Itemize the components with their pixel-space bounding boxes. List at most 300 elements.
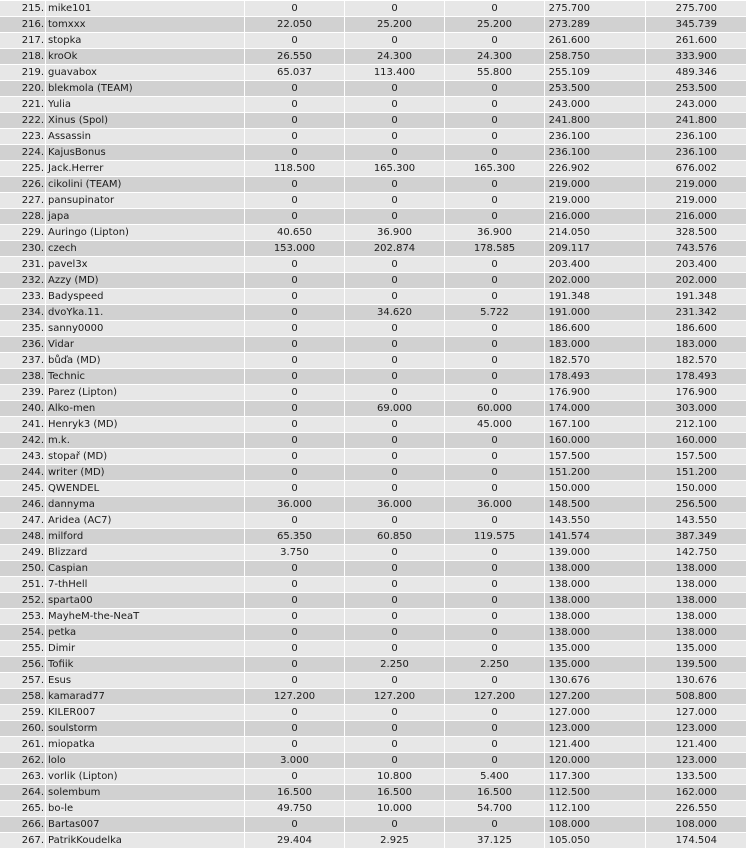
total-cell: 138.000	[675, 579, 717, 590]
value-2-cell: 0	[345, 417, 445, 432]
value-1-cell: 0	[245, 369, 345, 384]
value-1-cell: 0	[245, 481, 345, 496]
value-1-cell: 0	[245, 33, 345, 48]
table-row	[0, 449, 746, 465]
value-1-cell: 0	[245, 321, 345, 336]
table-row	[0, 417, 746, 433]
value-3-cell: 0	[445, 433, 545, 448]
rank-cell: 248.	[0, 529, 46, 544]
value-4-cell: 130.676	[545, 673, 646, 688]
value-2-cell: 25.200	[345, 17, 445, 32]
rank-cell: 261.	[0, 737, 46, 752]
player-name-cell: cikolini (TEAM)	[46, 177, 245, 192]
table-row	[0, 129, 746, 145]
value-1-cell: 65.037	[245, 65, 345, 80]
total-cell: 676.002	[675, 163, 717, 174]
value-2-cell: 0	[345, 97, 445, 112]
player-name-cell: Vidar	[46, 337, 245, 352]
rank-cell: 219.	[0, 65, 46, 80]
table-row	[0, 353, 746, 369]
value-4-cell: 143.550	[545, 513, 646, 528]
value-2-cell: 60.850	[345, 529, 445, 544]
value-3-cell: 0	[445, 113, 545, 128]
table-row	[0, 385, 746, 401]
player-name-cell: pavel3x	[46, 257, 245, 272]
value-2-cell: 69.000	[345, 401, 445, 416]
player-name-cell: solembum	[46, 785, 245, 800]
value-1-cell: 0	[245, 705, 345, 720]
table-row	[0, 161, 746, 177]
value-1-cell: 26.550	[245, 49, 345, 64]
value-4-cell: 191.348	[545, 289, 646, 304]
player-name-cell: Bartas007	[46, 817, 245, 832]
rank-cell: 218.	[0, 49, 46, 64]
rank-cell: 224.	[0, 145, 46, 160]
value-1-cell: 0	[245, 385, 345, 400]
player-name-cell: Assassin	[46, 129, 245, 144]
value-1-cell: 0	[245, 561, 345, 576]
total-cell: 303.000	[675, 403, 717, 414]
value-3-cell: 5.722	[445, 305, 545, 320]
player-name-cell: czech	[46, 241, 245, 256]
total-cell: 253.500	[675, 83, 717, 94]
rank-cell: 242.	[0, 433, 46, 448]
value-2-cell: 0	[345, 721, 445, 736]
value-2-cell: 36.000	[345, 497, 445, 512]
table-row	[0, 257, 746, 273]
player-name-cell: lolo	[46, 753, 245, 768]
rank-cell: 247.	[0, 513, 46, 528]
value-3-cell: 0	[445, 817, 545, 832]
value-3-cell: 0	[445, 353, 545, 368]
value-4-cell: 120.000	[545, 753, 646, 768]
value-1-cell: 0	[245, 449, 345, 464]
value-2-cell: 165.300	[345, 161, 445, 176]
player-name-cell: sparta00	[46, 593, 245, 608]
value-1-cell: 0	[245, 513, 345, 528]
value-3-cell: 0	[445, 481, 545, 496]
player-name-cell: m.k.	[46, 433, 245, 448]
value-2-cell: 24.300	[345, 49, 445, 64]
total-cell: 236.100	[675, 131, 717, 142]
rank-cell: 252.	[0, 593, 46, 608]
value-3-cell: 0	[445, 673, 545, 688]
rank-cell: 221.	[0, 97, 46, 112]
value-1-cell: 0	[245, 81, 345, 96]
value-2-cell: 0	[345, 481, 445, 496]
total-cell: 130.676	[675, 675, 717, 686]
player-name-cell: bůďa (MD)	[46, 353, 245, 368]
rank-cell: 250.	[0, 561, 46, 576]
value-4-cell: 226.902	[545, 161, 646, 176]
value-1-cell: 0	[245, 577, 345, 592]
table-row	[0, 545, 746, 561]
player-name-cell: Parez (Lipton)	[46, 385, 245, 400]
value-2-cell: 0	[345, 353, 445, 368]
player-name-cell: Xinus (Spol)	[46, 113, 245, 128]
table-row	[0, 273, 746, 289]
value-3-cell: 0	[445, 609, 545, 624]
value-3-cell: 37.125	[445, 833, 545, 848]
value-3-cell: 0	[445, 193, 545, 208]
value-4-cell: 236.100	[545, 129, 646, 144]
value-1-cell: 153.000	[245, 241, 345, 256]
player-name-cell: kroOk	[46, 49, 245, 64]
player-name-cell: pansupinator	[46, 193, 245, 208]
value-1-cell: 0	[245, 97, 345, 112]
table-row	[0, 529, 746, 545]
table-row	[0, 481, 746, 497]
value-4-cell: 202.000	[545, 273, 646, 288]
value-1-cell: 36.000	[245, 497, 345, 512]
rank-cell: 228.	[0, 209, 46, 224]
player-name-cell: soulstorm	[46, 721, 245, 736]
rank-cell: 233.	[0, 289, 46, 304]
value-2-cell: 0	[345, 273, 445, 288]
value-1-cell: 0	[245, 257, 345, 272]
value-2-cell: 0	[345, 513, 445, 528]
value-3-cell: 5.400	[445, 769, 545, 784]
value-3-cell: 0	[445, 561, 545, 576]
value-3-cell: 0	[445, 705, 545, 720]
value-2-cell: 0	[345, 33, 445, 48]
total-cell: 157.500	[675, 451, 717, 462]
value-3-cell: 119.575	[445, 529, 545, 544]
total-cell: 123.000	[675, 755, 717, 766]
value-4-cell: 150.000	[545, 481, 646, 496]
value-1-cell: 3.000	[245, 753, 345, 768]
total-cell: 743.576	[675, 243, 717, 254]
value-1-cell: 0	[245, 193, 345, 208]
value-4-cell: 176.900	[545, 385, 646, 400]
rank-cell: 215.	[0, 1, 46, 16]
value-4-cell: 157.500	[545, 449, 646, 464]
table-row	[0, 561, 746, 577]
value-3-cell: 165.300	[445, 161, 545, 176]
value-4-cell: 112.100	[545, 801, 646, 816]
value-2-cell: 0	[345, 609, 445, 624]
value-3-cell: 36.900	[445, 225, 545, 240]
value-2-cell: 0	[345, 545, 445, 560]
value-4-cell: 105.050	[545, 833, 646, 848]
rank-cell: 230.	[0, 241, 46, 256]
rank-cell: 232.	[0, 273, 46, 288]
value-4-cell: 127.200	[545, 689, 646, 704]
value-1-cell: 0	[245, 289, 345, 304]
value-3-cell: 178.585	[445, 241, 545, 256]
table-row	[0, 721, 746, 737]
value-4-cell: 216.000	[545, 209, 646, 224]
value-1-cell: 0	[245, 305, 345, 320]
total-cell: 133.500	[675, 771, 717, 782]
value-2-cell: 0	[345, 193, 445, 208]
rank-cell: 264.	[0, 785, 46, 800]
total-cell: 178.493	[675, 371, 717, 382]
rank-cell: 265.	[0, 801, 46, 816]
value-3-cell: 0	[445, 337, 545, 352]
value-3-cell: 0	[445, 753, 545, 768]
rank-cell: 253.	[0, 609, 46, 624]
value-3-cell: 0	[445, 1, 545, 16]
value-2-cell: 0	[345, 737, 445, 752]
player-name-cell: Caspian	[46, 561, 245, 576]
player-name-cell: sanny0000	[46, 321, 245, 336]
value-4-cell: 123.000	[545, 721, 646, 736]
rank-cell: 223.	[0, 129, 46, 144]
value-4-cell: 261.600	[545, 33, 646, 48]
value-4-cell: 214.050	[545, 225, 646, 240]
player-name-cell: KILER007	[46, 705, 245, 720]
value-1-cell: 0	[245, 273, 345, 288]
table-row	[0, 17, 746, 33]
total-cell: 243.000	[675, 99, 717, 110]
value-1-cell: 118.500	[245, 161, 345, 176]
player-name-cell: Dimir	[46, 641, 245, 656]
total-cell: 162.000	[675, 787, 717, 798]
value-4-cell: 167.100	[545, 417, 646, 432]
value-1-cell: 0	[245, 209, 345, 224]
player-name-cell: petka	[46, 625, 245, 640]
player-name-cell: writer (MD)	[46, 465, 245, 480]
player-name-cell: KajusBonus	[46, 145, 245, 160]
value-4-cell: 138.000	[545, 561, 646, 576]
table-row	[0, 769, 746, 785]
value-3-cell: 0	[445, 449, 545, 464]
table-row	[0, 193, 746, 209]
value-4-cell: 160.000	[545, 433, 646, 448]
value-2-cell: 0	[345, 177, 445, 192]
player-name-cell: bo-le	[46, 801, 245, 816]
value-4-cell: 209.117	[545, 241, 646, 256]
value-1-cell: 0	[245, 401, 345, 416]
total-cell: 219.000	[675, 195, 717, 206]
rank-cell: 249.	[0, 545, 46, 560]
value-1-cell: 0	[245, 737, 345, 752]
table-row	[0, 641, 746, 657]
table-row	[0, 241, 746, 257]
value-3-cell: 16.500	[445, 785, 545, 800]
value-2-cell: 0	[345, 753, 445, 768]
value-2-cell: 0	[345, 433, 445, 448]
player-name-cell: Auringo (Lipton)	[46, 225, 245, 240]
value-4-cell: 127.000	[545, 705, 646, 720]
table-row	[0, 337, 746, 353]
value-1-cell: 49.750	[245, 801, 345, 816]
rank-cell: 260.	[0, 721, 46, 736]
value-2-cell: 0	[345, 577, 445, 592]
table-row	[0, 673, 746, 689]
value-2-cell: 0	[345, 465, 445, 480]
total-cell: 182.570	[675, 355, 717, 366]
table-row	[0, 593, 746, 609]
value-2-cell: 202.874	[345, 241, 445, 256]
total-cell: 219.000	[675, 179, 717, 190]
rank-cell: 222.	[0, 113, 46, 128]
table-row	[0, 289, 746, 305]
player-name-cell: stopař (MD)	[46, 449, 245, 464]
value-3-cell: 0	[445, 145, 545, 160]
rank-cell: 255.	[0, 641, 46, 656]
value-1-cell: 127.200	[245, 689, 345, 704]
player-name-cell: PatrikKoudelka	[46, 833, 245, 848]
value-4-cell: 275.700	[545, 1, 646, 16]
value-1-cell: 0	[245, 817, 345, 832]
table-row	[0, 833, 746, 849]
player-name-cell: Azzy (MD)	[46, 273, 245, 288]
value-2-cell: 0	[345, 337, 445, 352]
value-1-cell: 0	[245, 337, 345, 352]
value-2-cell: 113.400	[345, 65, 445, 80]
value-2-cell: 0	[345, 625, 445, 640]
total-cell: 216.000	[675, 211, 717, 222]
value-1-cell: 0	[245, 353, 345, 368]
total-cell: 212.100	[675, 419, 717, 430]
table-row	[0, 145, 746, 161]
rank-cell: 251.	[0, 577, 46, 592]
value-1-cell: 0	[245, 721, 345, 736]
player-name-cell: Esus	[46, 673, 245, 688]
rank-cell: 239.	[0, 385, 46, 400]
rank-cell: 256.	[0, 657, 46, 672]
value-3-cell: 0	[445, 737, 545, 752]
value-3-cell: 36.000	[445, 497, 545, 512]
player-name-cell: mike101	[46, 1, 245, 16]
table-row	[0, 113, 746, 129]
rank-cell: 245.	[0, 481, 46, 496]
value-1-cell: 0	[245, 641, 345, 656]
value-4-cell: 151.200	[545, 465, 646, 480]
total-cell: 345.739	[675, 19, 717, 30]
value-3-cell: 0	[445, 641, 545, 656]
value-3-cell: 25.200	[445, 17, 545, 32]
total-cell: 142.750	[675, 547, 717, 558]
player-name-cell: Blizzard	[46, 545, 245, 560]
value-3-cell: 0	[445, 177, 545, 192]
value-3-cell: 55.800	[445, 65, 545, 80]
value-4-cell: 138.000	[545, 593, 646, 608]
player-name-cell: japa	[46, 209, 245, 224]
total-cell: 333.900	[675, 51, 717, 62]
value-3-cell: 45.000	[445, 417, 545, 432]
value-4-cell: 203.400	[545, 257, 646, 272]
rank-cell: 220.	[0, 81, 46, 96]
value-3-cell: 0	[445, 721, 545, 736]
value-4-cell: 219.000	[545, 177, 646, 192]
value-4-cell: 148.500	[545, 497, 646, 512]
rank-cell: 238.	[0, 369, 46, 384]
value-2-cell: 0	[345, 321, 445, 336]
value-2-cell: 0	[345, 449, 445, 464]
value-1-cell: 0	[245, 625, 345, 640]
rank-cell: 267.	[0, 833, 46, 848]
total-cell: 489.346	[675, 67, 717, 78]
player-name-cell: Technic	[46, 369, 245, 384]
value-2-cell: 0	[345, 1, 445, 16]
total-cell: 183.000	[675, 339, 717, 350]
total-cell: 186.600	[675, 323, 717, 334]
table-row	[0, 65, 746, 81]
value-1-cell: 0	[245, 417, 345, 432]
table-row	[0, 321, 746, 337]
total-cell: 138.000	[675, 611, 717, 622]
total-cell: 123.000	[675, 723, 717, 734]
total-cell: 508.800	[675, 691, 717, 702]
value-2-cell: 0	[345, 209, 445, 224]
value-1-cell: 0	[245, 145, 345, 160]
value-2-cell: 0	[345, 289, 445, 304]
table-row	[0, 657, 746, 673]
value-3-cell: 0	[445, 577, 545, 592]
value-4-cell: 236.100	[545, 145, 646, 160]
value-2-cell: 10.000	[345, 801, 445, 816]
value-1-cell: 0	[245, 657, 345, 672]
player-name-cell: 7-thHell	[46, 577, 245, 592]
table-row	[0, 49, 746, 65]
value-2-cell: 34.620	[345, 305, 445, 320]
total-cell: 138.000	[675, 595, 717, 606]
value-2-cell: 10.800	[345, 769, 445, 784]
table-row	[0, 369, 746, 385]
rank-cell: 226.	[0, 177, 46, 192]
rank-cell: 263.	[0, 769, 46, 784]
total-cell: 151.200	[675, 467, 717, 478]
rank-cell: 257.	[0, 673, 46, 688]
table-row	[0, 305, 746, 321]
value-4-cell: 135.000	[545, 641, 646, 656]
player-name-cell: Henryk3 (MD)	[46, 417, 245, 432]
value-3-cell: 24.300	[445, 49, 545, 64]
player-name-cell: blekmola (TEAM)	[46, 81, 245, 96]
value-4-cell: 135.000	[545, 657, 646, 672]
player-name-cell: dvoYka.11.	[46, 305, 245, 320]
total-cell: 261.600	[675, 35, 717, 46]
rank-cell: 254.	[0, 625, 46, 640]
rank-cell: 231.	[0, 257, 46, 272]
table-row	[0, 737, 746, 753]
rank-cell: 262.	[0, 753, 46, 768]
value-4-cell: 183.000	[545, 337, 646, 352]
table-row	[0, 465, 746, 481]
value-2-cell: 0	[345, 81, 445, 96]
value-4-cell: 139.000	[545, 545, 646, 560]
total-cell: 176.900	[675, 387, 717, 398]
value-1-cell: 0	[245, 433, 345, 448]
rank-cell: 237.	[0, 353, 46, 368]
value-1-cell: 40.650	[245, 225, 345, 240]
rank-cell: 234.	[0, 305, 46, 320]
rank-cell: 225.	[0, 161, 46, 176]
total-cell: 202.000	[675, 275, 717, 286]
player-name-cell: QWENDEL	[46, 481, 245, 496]
table-row	[0, 33, 746, 49]
value-3-cell: 127.200	[445, 689, 545, 704]
value-4-cell: 258.750	[545, 49, 646, 64]
value-3-cell: 0	[445, 593, 545, 608]
value-1-cell: 0	[245, 113, 345, 128]
table-row	[0, 97, 746, 113]
total-cell: 328.500	[675, 227, 717, 238]
value-2-cell: 0	[345, 641, 445, 656]
table-row	[0, 433, 746, 449]
player-name-cell: dannyma	[46, 497, 245, 512]
rank-cell: 246.	[0, 497, 46, 512]
rank-cell: 258.	[0, 689, 46, 704]
table-row	[0, 513, 746, 529]
value-1-cell: 65.350	[245, 529, 345, 544]
value-4-cell: 178.493	[545, 369, 646, 384]
player-name-cell: kamarad77	[46, 689, 245, 704]
value-2-cell: 2.250	[345, 657, 445, 672]
